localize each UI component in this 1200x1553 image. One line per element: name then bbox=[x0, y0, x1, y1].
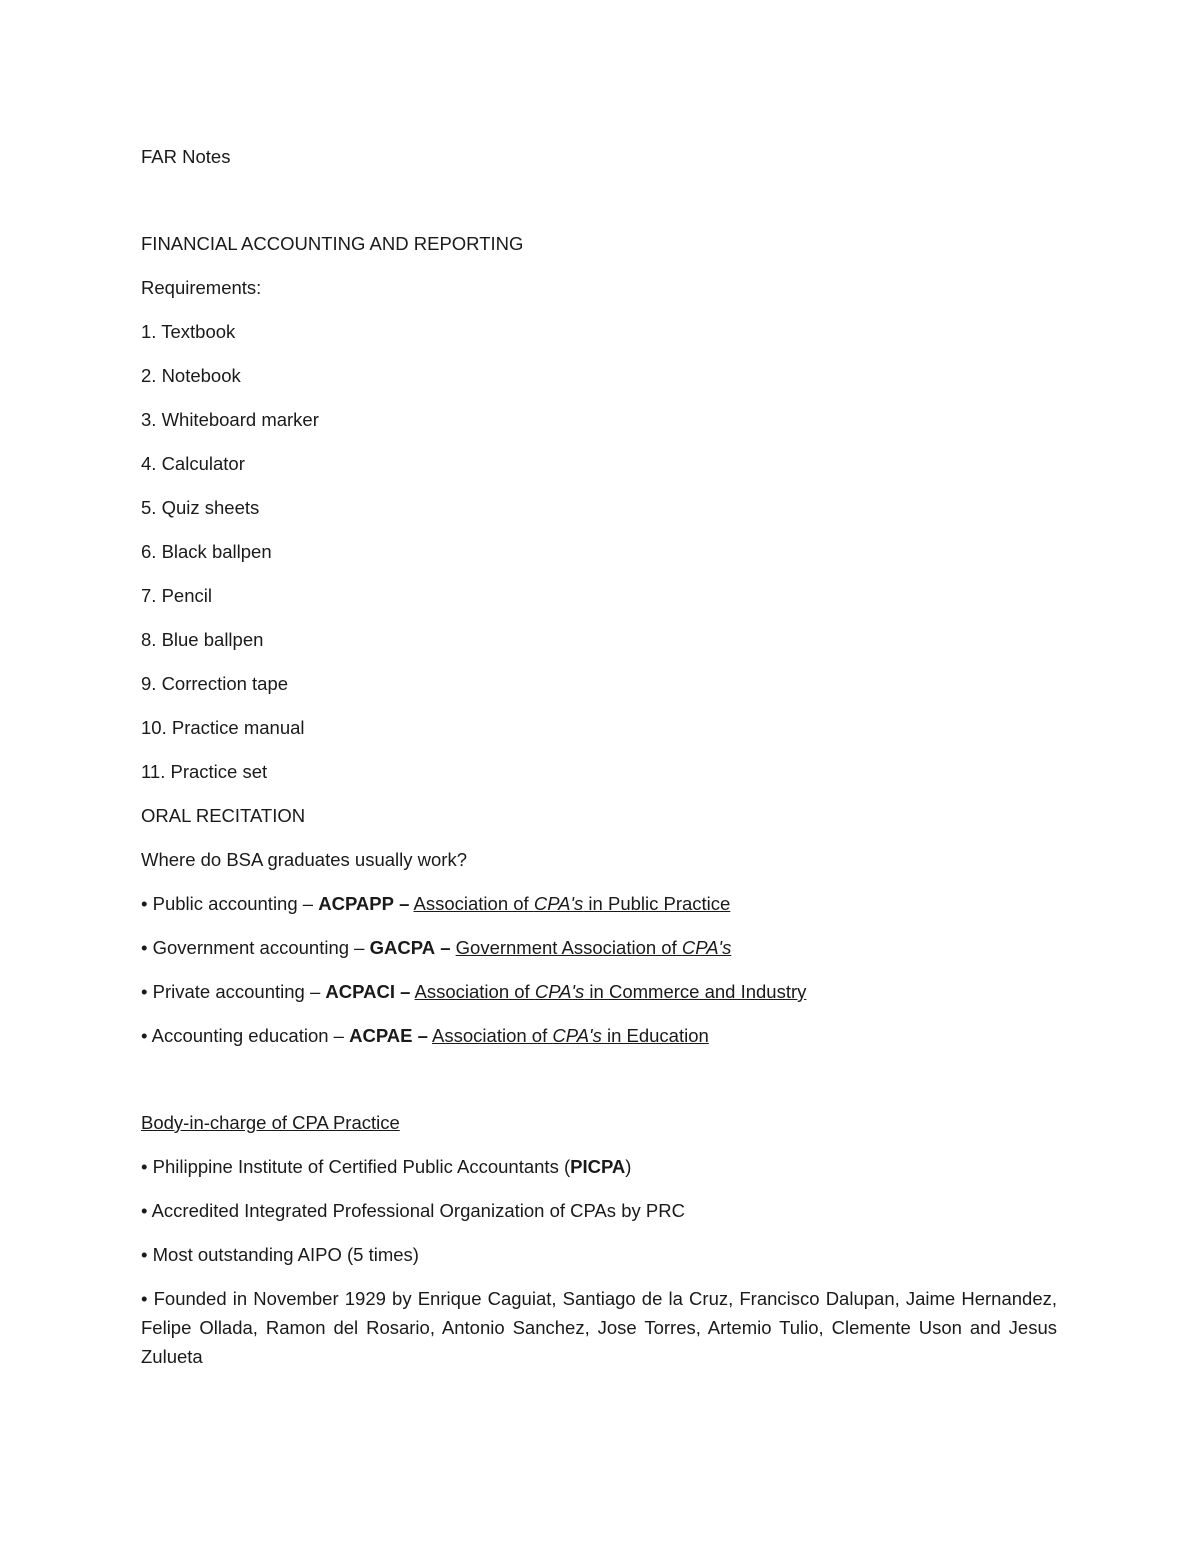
body-item: • Most outstanding AIPO (5 times) bbox=[141, 1244, 419, 1265]
document-page bbox=[141, 142, 1057, 1371]
section-heading: FINANCIAL ACCOUNTING AND REPORTING bbox=[141, 233, 524, 254]
list-item: 1. Textbook bbox=[141, 321, 236, 342]
oral-recitation-heading: ORAL RECITATION bbox=[141, 805, 306, 826]
org-abbreviation: GACPA bbox=[369, 937, 436, 958]
work-item bbox=[141, 1021, 1057, 1050]
org-abbreviation: ACPAE bbox=[349, 1025, 413, 1046]
list-item: 11. Practice set bbox=[141, 761, 268, 782]
requirements-label: Requirements: bbox=[141, 277, 262, 298]
dash: – bbox=[417, 1025, 428, 1046]
body-item: • Accredited Integrated Professional Organization of CPAs by PRC bbox=[141, 1200, 685, 1221]
list-item: 5. Quiz sheets bbox=[141, 497, 260, 518]
work-field: Public accounting – bbox=[152, 893, 314, 914]
list-item: 10. Practice manual bbox=[141, 717, 305, 738]
dash: – bbox=[399, 893, 410, 914]
body-in-charge-heading: Body-in-charge of CPA Practice bbox=[141, 1112, 400, 1133]
list-item: 3. Whiteboard marker bbox=[141, 409, 319, 430]
work-item bbox=[141, 933, 1057, 962]
org-full-name: Association of CPA's in Commerce and Industry bbox=[414, 981, 807, 1002]
dash: – bbox=[440, 937, 451, 958]
bullet: • bbox=[141, 981, 148, 1002]
list-item: 9. Correction tape bbox=[141, 673, 289, 694]
list-item: 6. Black ballpen bbox=[141, 541, 272, 562]
work-field: Accounting education – bbox=[151, 1025, 344, 1046]
list-item: 7. Pencil bbox=[141, 585, 212, 606]
work-field: Government accounting – bbox=[152, 937, 365, 958]
work-item bbox=[141, 977, 1057, 1006]
question-text: Where do BSA graduates usually work? bbox=[141, 849, 467, 870]
list-item: 8. Blue ballpen bbox=[141, 629, 264, 650]
list-item: 2. Notebook bbox=[141, 365, 241, 386]
org-abbreviation: ACPACI bbox=[325, 981, 395, 1002]
document-title: FAR Notes bbox=[141, 146, 231, 167]
org-full-name: Association of CPA's in Public Practice bbox=[413, 893, 731, 914]
bullet: • bbox=[141, 893, 148, 914]
bullet: • bbox=[141, 937, 148, 958]
dash: – bbox=[400, 981, 411, 1002]
work-field: Private accounting – bbox=[152, 981, 321, 1002]
body-item: • Philippine Institute of Certified Public Accountants (PICPA) bbox=[141, 1156, 632, 1177]
org-full-name: Association of CPA's in Education bbox=[432, 1025, 709, 1046]
list-item: 4. Calculator bbox=[141, 453, 245, 474]
org-full-name: Government Association of CPA's bbox=[455, 937, 732, 958]
org-abbreviation: ACPAPP bbox=[318, 893, 394, 914]
work-item bbox=[141, 889, 1057, 918]
bullet: • bbox=[141, 1025, 148, 1046]
founded-paragraph: • Founded in November 1929 by Enrique Caguiat, Santiago de la Cruz, Francisco Dalupan, Jaime Hernandez, Felipe Ollada, Ramon del Rosario, Antonio Sanchez, Jose Torres, Artemio Tulio, Clemente Uson and Jesus Zulueta bbox=[141, 1288, 1057, 1367]
